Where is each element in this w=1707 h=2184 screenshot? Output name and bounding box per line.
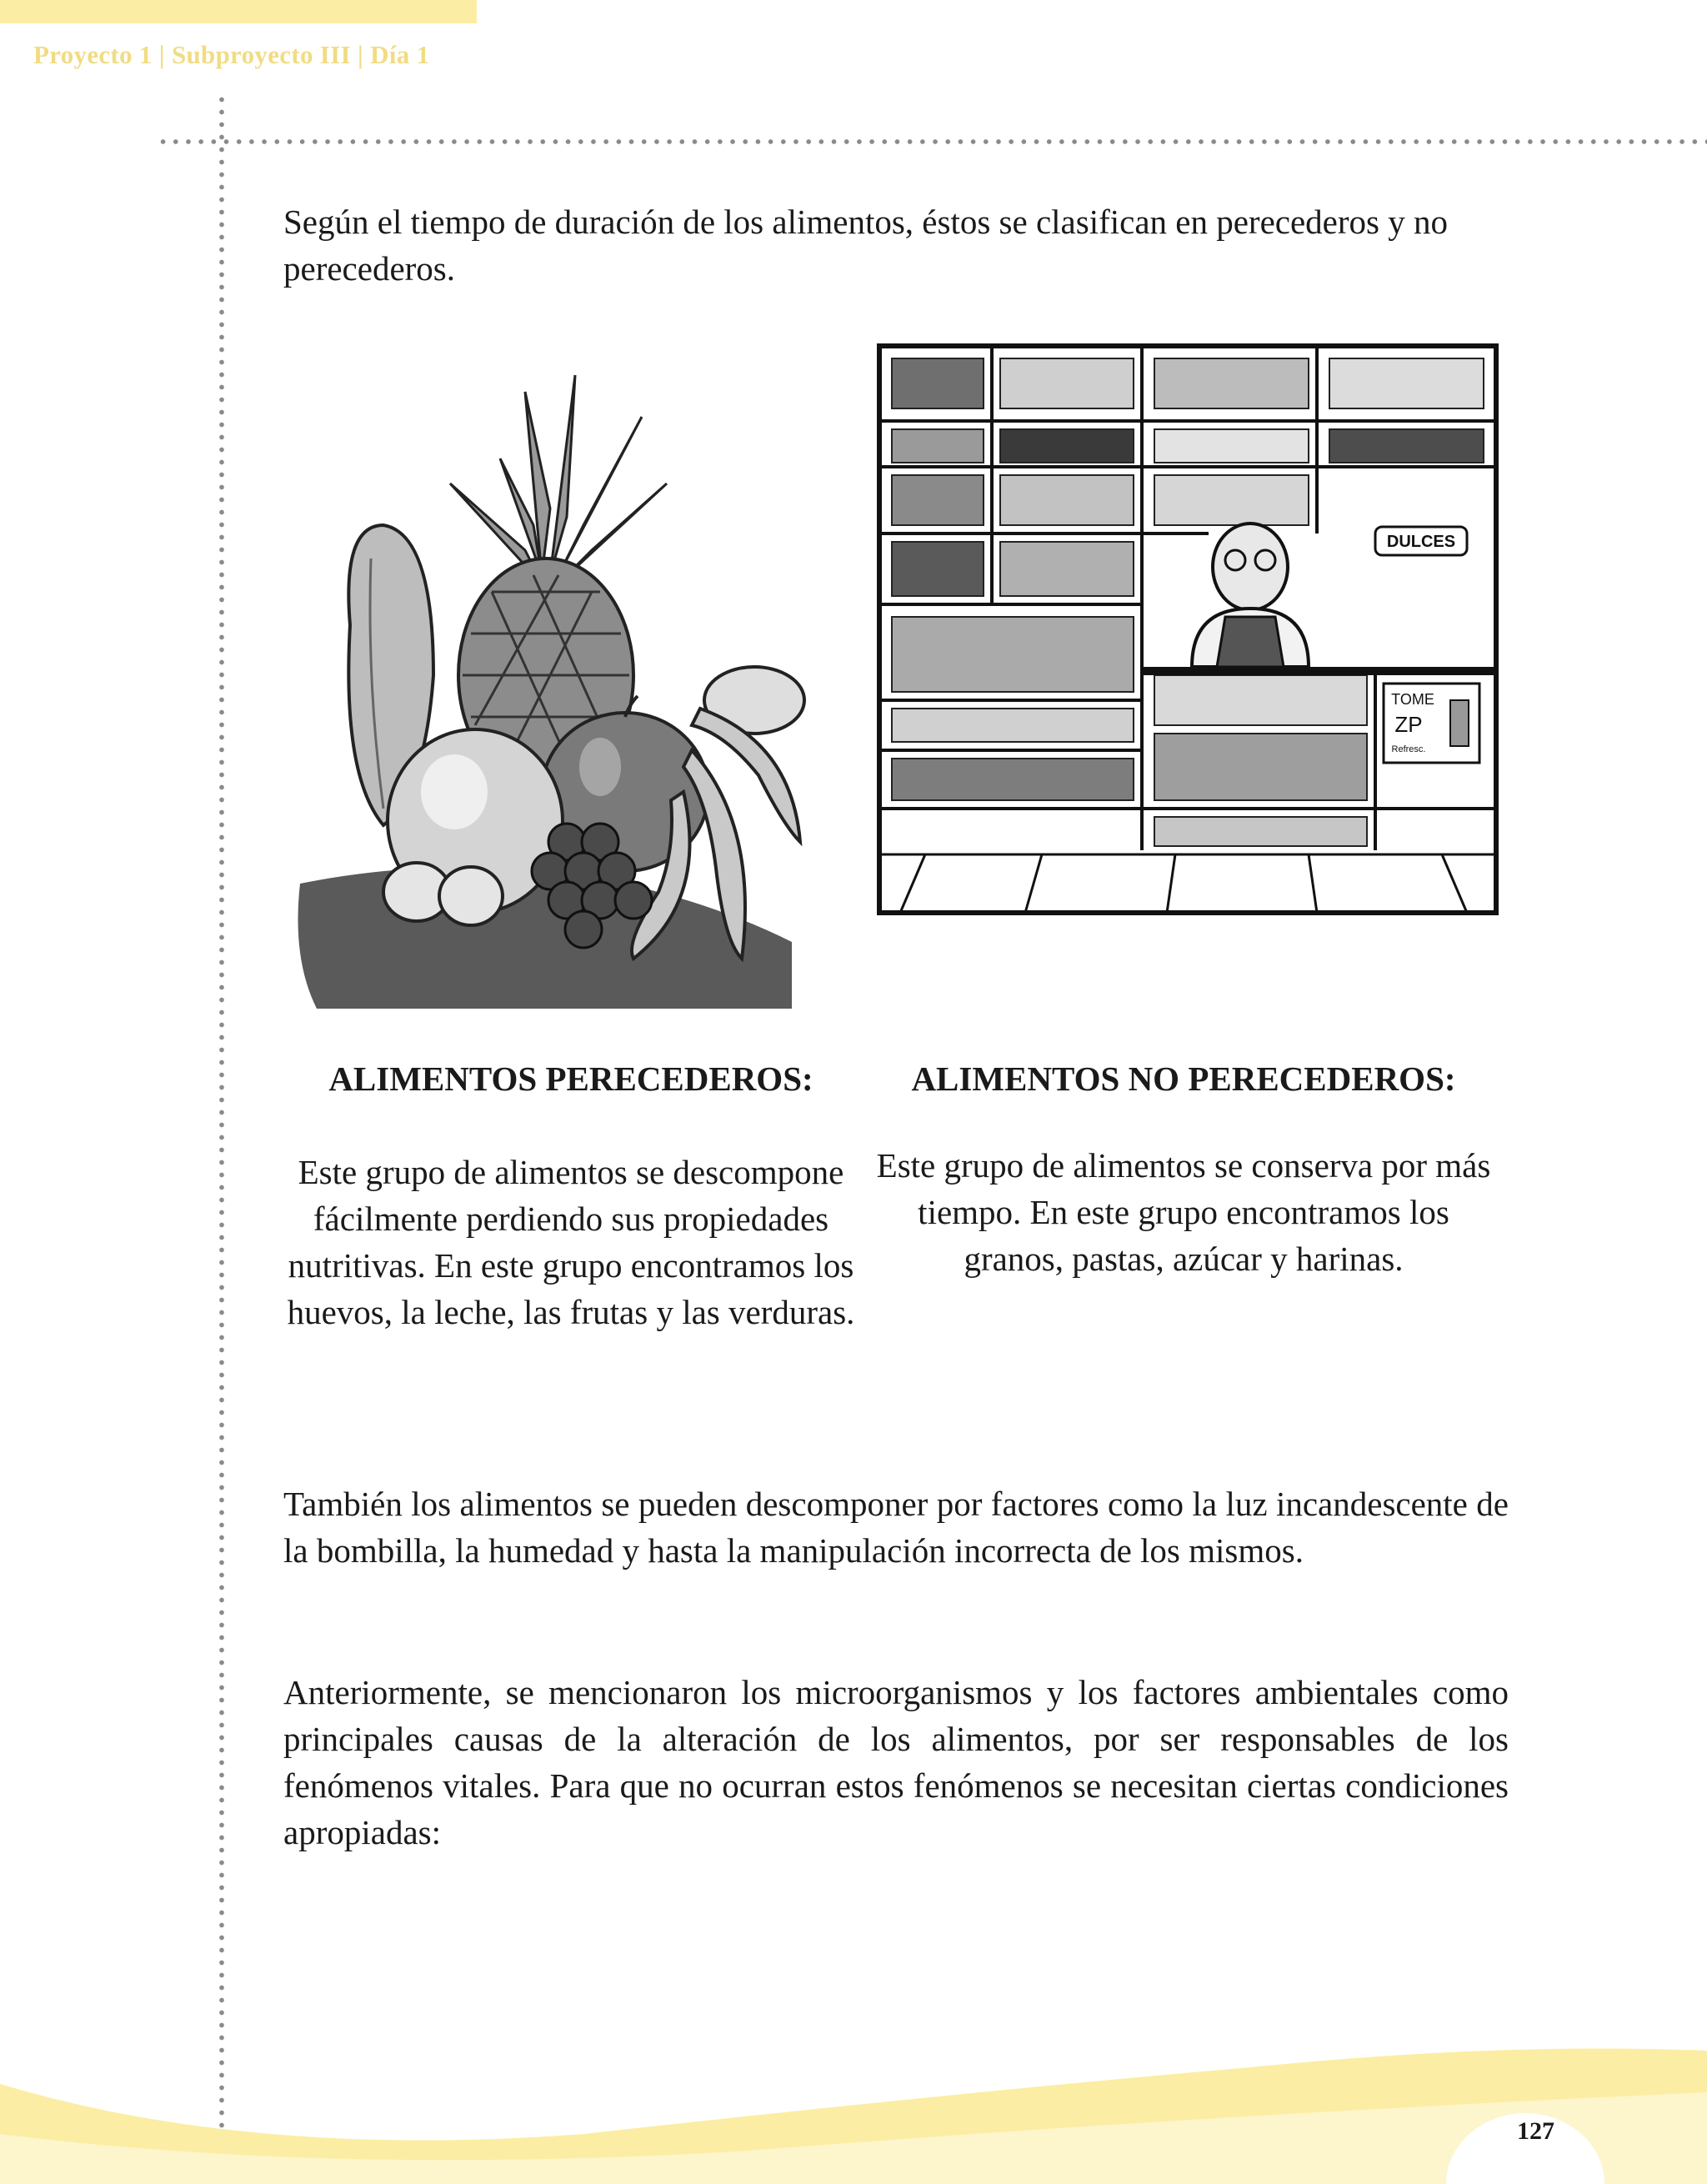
dulces-sign [1375,527,1467,555]
non-perishable-column [867,1055,1500,1282]
svg-text:TOME: TOME [1391,691,1434,708]
fruits-illustration [292,358,825,1009]
dotted-horizontal-divider [157,139,1707,144]
page-number: 127 [1517,2117,1554,2145]
intro-paragraph: Según el tiempo de duración de los alimentos, éstos se clasifican en perecederos y no perecederos. [283,203,1448,288]
perishable-title: ALIMENTOS PERECEDEROS: [328,1059,813,1098]
grocery-store-illustration [875,342,1500,917]
factors-paragraph: También los alimentos se pueden descomponer por factores como la luz incandescente de la bombilla, la humedad y hasta la manipulación incorrecta de los mismos. [283,1485,1509,1570]
conditions-paragraph: Anteriormente, se mencionaron los microorganismos y los factores ambientales como principales causas de la alteración de los alimentos, por ser responsables de los fenómenos vitales. Para que no ocurran estos fenómenos se necesitan ciertas condiciones apropiadas: [283,1673,1509,1851]
svg-text:ZP: ZP [1394,712,1423,737]
counter-top [1142,667,1496,675]
perishable-column [283,1055,859,1335]
svg-text:DULCES: DULCES [1386,533,1456,551]
svg-text:Refresc.: Refresc. [1391,744,1426,754]
header-accent-bar [0,0,477,23]
perishable-text: Este grupo de alimentos se descompone fácilmente perdiendo sus propiedades nutritivas. En este grupo encontramos los huevos, la leche, las frutas y las verduras. [287,1153,855,1331]
footer-wave [0,1967,1707,2184]
dotted-vertical-divider [219,93,224,2184]
non-perishable-text: Este grupo de alimentos se conserva por más tiempo. En este grupo encontramos los granos, pastas, azúcar y harinas. [876,1146,1491,1278]
section-breadcrumb: Proyecto 1 | Subproyecto III | Día 1 [33,40,430,69]
non-perishable-title: ALIMENTOS NO PERECEDEROS: [911,1059,1456,1098]
pineapple-leaves [450,375,667,584]
tome-zp-poster [1384,684,1479,763]
